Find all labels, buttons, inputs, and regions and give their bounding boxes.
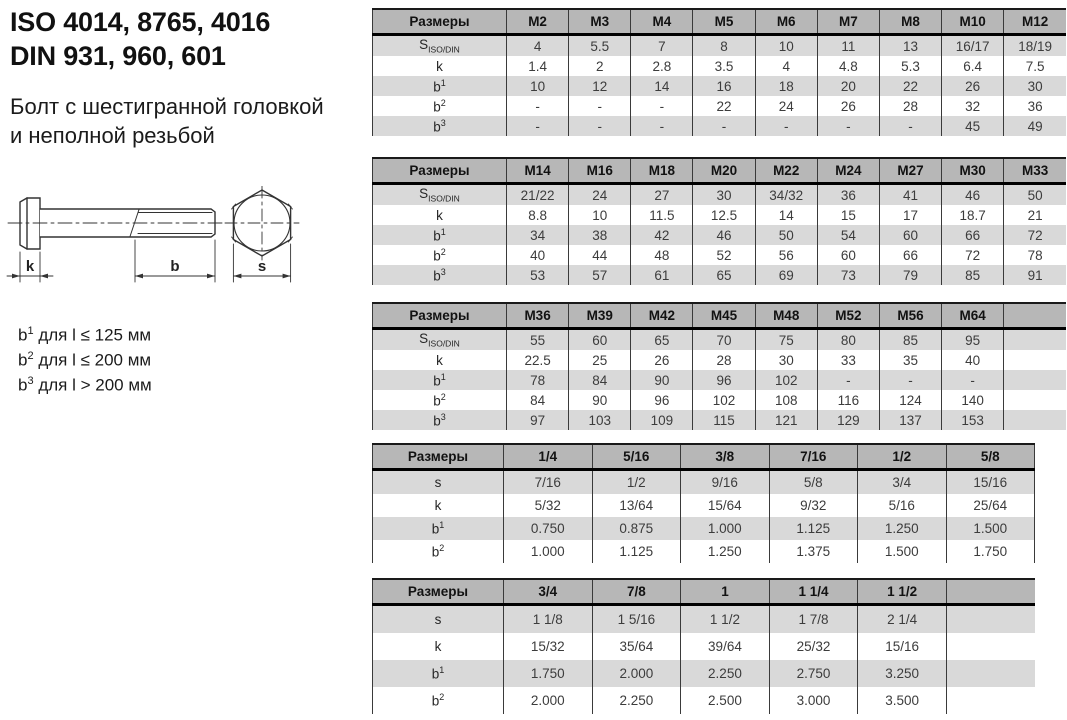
- value-cell: 34/32: [755, 184, 817, 206]
- table-row: [373, 370, 1067, 390]
- value-cell: 10: [569, 205, 631, 225]
- value-cell: 96: [631, 390, 693, 410]
- size-column-header: M39: [569, 303, 631, 329]
- value-cell: 3.500: [858, 687, 947, 714]
- value-cell: 55: [507, 329, 569, 351]
- value-cell: 42: [631, 225, 693, 245]
- table-row: [373, 184, 1067, 206]
- value-cell: 40: [507, 245, 569, 265]
- value-cell: [946, 660, 1035, 687]
- row-label: k: [434, 498, 442, 513]
- note-b3: $b^3$ для l > 200 мм: [18, 375, 152, 395]
- row-label: $b^2$: [431, 692, 445, 709]
- value-cell: 8.8: [507, 205, 569, 225]
- size-column-header: 5/8: [946, 444, 1035, 470]
- imperial-table-3-4-to-1-1-2: [372, 578, 1035, 714]
- metric-table-m36-m64: [372, 302, 1066, 430]
- value-cell: [1004, 329, 1066, 351]
- value-cell: 85: [942, 265, 1004, 285]
- value-cell: 61: [631, 265, 693, 285]
- value-cell: 15/32: [504, 633, 593, 660]
- row-label: $b^2$: [433, 391, 446, 409]
- metric-table-m14-m33: [372, 157, 1066, 285]
- value-cell: 11.5: [631, 205, 693, 225]
- table-row: [373, 470, 1035, 495]
- value-cell: 4: [755, 56, 817, 76]
- bolt-technical-drawing: [2, 186, 314, 292]
- value-cell: 116: [817, 390, 879, 410]
- value-cell: 79: [879, 265, 941, 285]
- value-cell: 50: [1004, 184, 1066, 206]
- size-column-header: 1/2: [858, 444, 947, 470]
- value-cell: 33: [817, 350, 879, 370]
- value-cell: 13: [879, 35, 941, 57]
- value-cell: 25: [569, 350, 631, 370]
- value-cell: -: [942, 370, 1004, 390]
- value-cell: 1 7/8: [769, 605, 858, 634]
- value-cell: 1.250: [858, 517, 947, 540]
- value-cell: 35/64: [592, 633, 681, 660]
- dim-label-s: s: [257, 258, 267, 275]
- value-cell: 13/64: [592, 494, 681, 517]
- size-column-header: 1/4: [504, 444, 593, 470]
- value-cell: 20: [817, 76, 879, 96]
- table-row: [373, 410, 1067, 430]
- row-label: $b^2$: [431, 543, 445, 560]
- value-cell: 2.250: [681, 660, 770, 687]
- note-b2: $b^2$ для l ≤ 200 мм: [18, 350, 152, 370]
- value-cell: -: [507, 116, 569, 136]
- size-column-header: M36: [507, 303, 569, 329]
- table-row: [373, 350, 1067, 370]
- value-cell: 1.4: [507, 56, 569, 76]
- value-cell: [1004, 410, 1066, 430]
- table-row: [373, 245, 1067, 265]
- size-column-header: M27: [879, 158, 941, 184]
- size-column-header: [946, 579, 1035, 605]
- size-column-header: M16: [569, 158, 631, 184]
- value-cell: [1004, 370, 1066, 390]
- table-row: [373, 35, 1067, 57]
- row-label: s: [373, 605, 504, 634]
- value-cell: 2.500: [681, 687, 770, 714]
- value-cell: 15/16: [858, 633, 947, 660]
- value-cell: 2.000: [504, 687, 593, 714]
- value-cell: 121: [755, 410, 817, 430]
- dim-label-k: k: [25, 258, 35, 275]
- value-cell: 30: [693, 184, 755, 206]
- subtitle-line-2: и неполной резьбой: [10, 123, 215, 148]
- value-cell: 5/32: [504, 494, 593, 517]
- value-cell: 72: [1004, 225, 1066, 245]
- value-cell: 1.125: [592, 540, 681, 563]
- value-cell: 90: [569, 390, 631, 410]
- value-cell: 5.5: [569, 35, 631, 57]
- value-cell: 97: [507, 410, 569, 430]
- value-cell: 1.500: [946, 517, 1035, 540]
- value-cell: 22.5: [507, 350, 569, 370]
- value-cell: 78: [507, 370, 569, 390]
- value-cell: 9/16: [681, 470, 770, 495]
- size-column-header: M7: [817, 9, 879, 35]
- value-cell: 56: [755, 245, 817, 265]
- size-column-header: M56: [879, 303, 941, 329]
- value-cell: 1.000: [504, 540, 593, 563]
- value-cell: 32: [942, 96, 1004, 116]
- value-cell: 36: [1004, 96, 1066, 116]
- row-label-header: Размеры: [373, 158, 507, 184]
- value-cell: 52: [693, 245, 755, 265]
- value-cell: 30: [1004, 76, 1066, 96]
- size-column-header: 3/4: [504, 579, 593, 605]
- value-cell: [946, 687, 1035, 714]
- value-cell: 53: [507, 265, 569, 285]
- value-cell: -: [569, 116, 631, 136]
- value-cell: 16: [693, 76, 755, 96]
- table-row: [373, 540, 1035, 563]
- value-cell: -: [817, 370, 879, 390]
- dimension-k: [7, 252, 53, 282]
- value-cell: 3.000: [769, 687, 858, 714]
- value-cell: 35: [879, 350, 941, 370]
- value-cell: -: [507, 96, 569, 116]
- size-column-header: M64: [942, 303, 1004, 329]
- size-column-header: M4: [631, 9, 693, 35]
- value-cell: 30: [755, 350, 817, 370]
- row-label: $S_{ISO/DIN}$: [373, 329, 507, 351]
- value-cell: 49: [1004, 116, 1066, 136]
- value-cell: 84: [569, 370, 631, 390]
- value-cell: 2: [569, 56, 631, 76]
- value-cell: 57: [569, 265, 631, 285]
- row-label: $b^1$: [373, 76, 507, 96]
- value-cell: 108: [755, 390, 817, 410]
- value-cell: 66: [942, 225, 1004, 245]
- table-row: [373, 660, 1036, 687]
- row-label: $b^1$: [373, 225, 507, 245]
- value-cell: -: [879, 116, 941, 136]
- size-column-header: M14: [507, 158, 569, 184]
- row-label: $b^1$: [373, 517, 504, 540]
- value-cell: 21/22: [507, 184, 569, 206]
- value-cell: 2.8: [631, 56, 693, 76]
- table-row: [373, 265, 1067, 285]
- value-cell: 9/32: [769, 494, 858, 517]
- value-cell: 15/64: [681, 494, 770, 517]
- value-cell: 1.750: [946, 540, 1035, 563]
- size-column-header: 3/8: [681, 444, 770, 470]
- row-label: $b^1$: [373, 370, 507, 390]
- value-cell: 124: [879, 390, 941, 410]
- row-label: k: [436, 352, 443, 368]
- value-cell: 50: [755, 225, 817, 245]
- size-column-header: M52: [817, 303, 879, 329]
- value-cell: 1/2: [592, 470, 681, 495]
- value-cell: 2.750: [769, 660, 858, 687]
- value-cell: 3.5: [693, 56, 755, 76]
- value-cell: 17: [879, 205, 941, 225]
- value-cell: 39/64: [681, 633, 770, 660]
- table-row: [373, 494, 1035, 517]
- row-label: $b^3$: [373, 410, 507, 430]
- value-cell: 18: [755, 76, 817, 96]
- size-column-header: M30: [942, 158, 1004, 184]
- table-row: [373, 390, 1067, 410]
- value-cell: 2.000: [592, 660, 681, 687]
- value-cell: 36: [817, 184, 879, 206]
- size-column-header: M48: [755, 303, 817, 329]
- value-cell: 7/16: [504, 470, 593, 495]
- value-cell: 4: [507, 35, 569, 57]
- value-cell: 1.375: [769, 540, 858, 563]
- value-cell: 1 5/16: [592, 605, 681, 634]
- value-cell: 1 1/2: [681, 605, 770, 634]
- value-cell: 11: [817, 35, 879, 57]
- value-cell: 115: [693, 410, 755, 430]
- table-row: [373, 205, 1067, 225]
- value-cell: 26: [817, 96, 879, 116]
- row-label: $b^1$: [373, 660, 504, 687]
- value-cell: 5.3: [879, 56, 941, 76]
- value-cell: 137: [879, 410, 941, 430]
- size-column-header: M12: [1004, 9, 1066, 35]
- value-cell: 129: [817, 410, 879, 430]
- table-row: [373, 96, 1067, 116]
- value-cell: -: [817, 116, 879, 136]
- value-cell: -: [631, 96, 693, 116]
- value-cell: 66: [879, 245, 941, 265]
- value-cell: 3/4: [858, 470, 947, 495]
- value-cell: 1.125: [769, 517, 858, 540]
- value-cell: 10: [507, 76, 569, 96]
- value-cell: 12: [569, 76, 631, 96]
- value-cell: 102: [693, 390, 755, 410]
- size-column-header: M20: [693, 158, 755, 184]
- note-b1: $b^1$ для l ≤ 125 мм: [18, 325, 152, 345]
- table-row: [373, 116, 1067, 136]
- value-cell: 27: [631, 184, 693, 206]
- value-cell: 80: [817, 329, 879, 351]
- table-row: [373, 76, 1067, 96]
- value-cell: 72: [942, 245, 1004, 265]
- table-row: [373, 225, 1067, 245]
- imperial-table-1-4-to-5-8: [372, 443, 1035, 563]
- value-cell: 65: [693, 265, 755, 285]
- value-cell: 69: [755, 265, 817, 285]
- value-cell: [1004, 350, 1066, 370]
- metric-table-m2-m12: [372, 8, 1066, 136]
- value-cell: 46: [942, 184, 1004, 206]
- size-column-header: 7/16: [769, 444, 858, 470]
- value-cell: 0.875: [592, 517, 681, 540]
- value-cell: 4.8: [817, 56, 879, 76]
- value-cell: 16/17: [942, 35, 1004, 57]
- value-cell: 14: [631, 76, 693, 96]
- value-cell: 95: [942, 329, 1004, 351]
- value-cell: 91: [1004, 265, 1066, 285]
- row-label: $S_{ISO/DIN}$: [373, 35, 507, 57]
- value-cell: 153: [942, 410, 1004, 430]
- size-column-header: M6: [755, 9, 817, 35]
- row-label: $b^2$: [433, 246, 446, 264]
- size-column-header: M8: [879, 9, 941, 35]
- value-cell: 84: [507, 390, 569, 410]
- value-cell: 14: [755, 205, 817, 225]
- value-cell: 1 1/8: [504, 605, 593, 634]
- value-cell: 54: [817, 225, 879, 245]
- dimension-b: [135, 240, 215, 282]
- value-cell: 5/8: [769, 470, 858, 495]
- value-cell: 2 1/4: [858, 605, 947, 634]
- value-cell: -: [879, 370, 941, 390]
- row-label: k: [436, 58, 443, 74]
- size-column-header: 5/16: [592, 444, 681, 470]
- value-cell: 6.4: [942, 56, 1004, 76]
- value-cell: 40: [942, 350, 1004, 370]
- size-column-header: M22: [755, 158, 817, 184]
- value-cell: 3.250: [858, 660, 947, 687]
- value-cell: 45: [942, 116, 1004, 136]
- page-subtitle: [10, 92, 324, 150]
- value-cell: 85: [879, 329, 941, 351]
- value-cell: 65: [631, 329, 693, 351]
- row-label-header: Размеры: [373, 9, 507, 35]
- din-standards-line: DIN 931, 960, 601: [10, 41, 226, 71]
- value-cell: 0.750: [504, 517, 593, 540]
- size-column-header: M45: [693, 303, 755, 329]
- value-cell: -: [755, 116, 817, 136]
- table-row: [373, 517, 1035, 540]
- row-label: s: [373, 470, 504, 495]
- value-cell: 10: [755, 35, 817, 57]
- size-column-header: M18: [631, 158, 693, 184]
- value-cell: 140: [942, 390, 1004, 410]
- value-cell: 25/64: [946, 494, 1035, 517]
- value-cell: 26: [631, 350, 693, 370]
- value-cell: 96: [693, 370, 755, 390]
- value-cell: [946, 605, 1035, 634]
- value-cell: -: [693, 116, 755, 136]
- value-cell: 24: [569, 184, 631, 206]
- value-cell: 28: [879, 96, 941, 116]
- value-cell: 22: [879, 76, 941, 96]
- value-cell: 15/16: [946, 470, 1035, 495]
- size-column-header: M10: [942, 9, 1004, 35]
- value-cell: 26: [942, 76, 1004, 96]
- value-cell: -: [631, 116, 693, 136]
- value-cell: 5/16: [858, 494, 947, 517]
- value-cell: 103: [569, 410, 631, 430]
- bolt-side-view: [8, 198, 225, 249]
- size-column-header: M24: [817, 158, 879, 184]
- value-cell: 60: [817, 245, 879, 265]
- value-cell: 34: [507, 225, 569, 245]
- value-cell: 7.5: [1004, 56, 1066, 76]
- value-cell: 102: [755, 370, 817, 390]
- page-title: [10, 5, 270, 73]
- value-cell: 12.5: [693, 205, 755, 225]
- value-cell: 38: [569, 225, 631, 245]
- thread-length-notes: [18, 321, 152, 396]
- value-cell: [1004, 390, 1066, 410]
- value-cell: 1.500: [858, 540, 947, 563]
- value-cell: 1.000: [681, 517, 770, 540]
- row-label-header: Размеры: [373, 444, 504, 470]
- table-row: [373, 56, 1067, 76]
- table-row: [373, 687, 1036, 714]
- iso-standards-line: ISO 4014, 8765, 4016: [10, 7, 271, 37]
- row-label: k: [434, 639, 442, 654]
- row-label: $b^2$: [433, 97, 446, 115]
- value-cell: 18/19: [1004, 35, 1066, 57]
- value-cell: 75: [755, 329, 817, 351]
- size-column-header: [1004, 303, 1066, 329]
- size-column-header: M5: [693, 9, 755, 35]
- size-column-header: 1: [681, 579, 770, 605]
- value-cell: 18.7: [942, 205, 1004, 225]
- value-cell: -: [569, 96, 631, 116]
- value-cell: 28: [693, 350, 755, 370]
- value-cell: 44: [569, 245, 631, 265]
- size-column-header: 1 1/4: [769, 579, 858, 605]
- value-cell: 24: [755, 96, 817, 116]
- value-cell: 8: [693, 35, 755, 57]
- value-cell: 48: [631, 245, 693, 265]
- row-label: $S_{ISO/DIN}$: [373, 184, 507, 206]
- value-cell: 41: [879, 184, 941, 206]
- value-cell: 46: [693, 225, 755, 245]
- row-label: k: [436, 207, 443, 223]
- value-cell: 73: [817, 265, 879, 285]
- bolt-end-view: [225, 186, 299, 260]
- value-cell: 1.250: [681, 540, 770, 563]
- value-cell: 60: [879, 225, 941, 245]
- value-cell: 60: [569, 329, 631, 351]
- row-label-header: Размеры: [373, 303, 507, 329]
- value-cell: 70: [693, 329, 755, 351]
- value-cell: 15: [817, 205, 879, 225]
- size-column-header: M42: [631, 303, 693, 329]
- value-cell: 22: [693, 96, 755, 116]
- dim-label-b: b: [170, 258, 180, 275]
- row-label: $b^3$: [373, 116, 507, 136]
- size-column-header: 1 1/2: [858, 579, 947, 605]
- row-label: $b^3$: [373, 265, 507, 285]
- value-cell: 1.750: [504, 660, 593, 687]
- value-cell: 7: [631, 35, 693, 57]
- value-cell: [946, 633, 1035, 660]
- row-label-header: Размеры: [373, 579, 504, 605]
- value-cell: 78: [1004, 245, 1066, 265]
- table-row: [373, 329, 1067, 351]
- size-column-header: 7/8: [592, 579, 681, 605]
- value-cell: 21: [1004, 205, 1066, 225]
- value-cell: 109: [631, 410, 693, 430]
- value-cell: 90: [631, 370, 693, 390]
- table-row: [373, 633, 1036, 660]
- size-column-header: M3: [569, 9, 631, 35]
- size-column-header: M33: [1004, 158, 1066, 184]
- subtitle-line-1: Болт с шестигранной головкой: [10, 94, 324, 119]
- table-row: [373, 605, 1036, 634]
- value-cell: 25/32: [769, 633, 858, 660]
- size-column-header: M2: [507, 9, 569, 35]
- value-cell: 2.250: [592, 687, 681, 714]
